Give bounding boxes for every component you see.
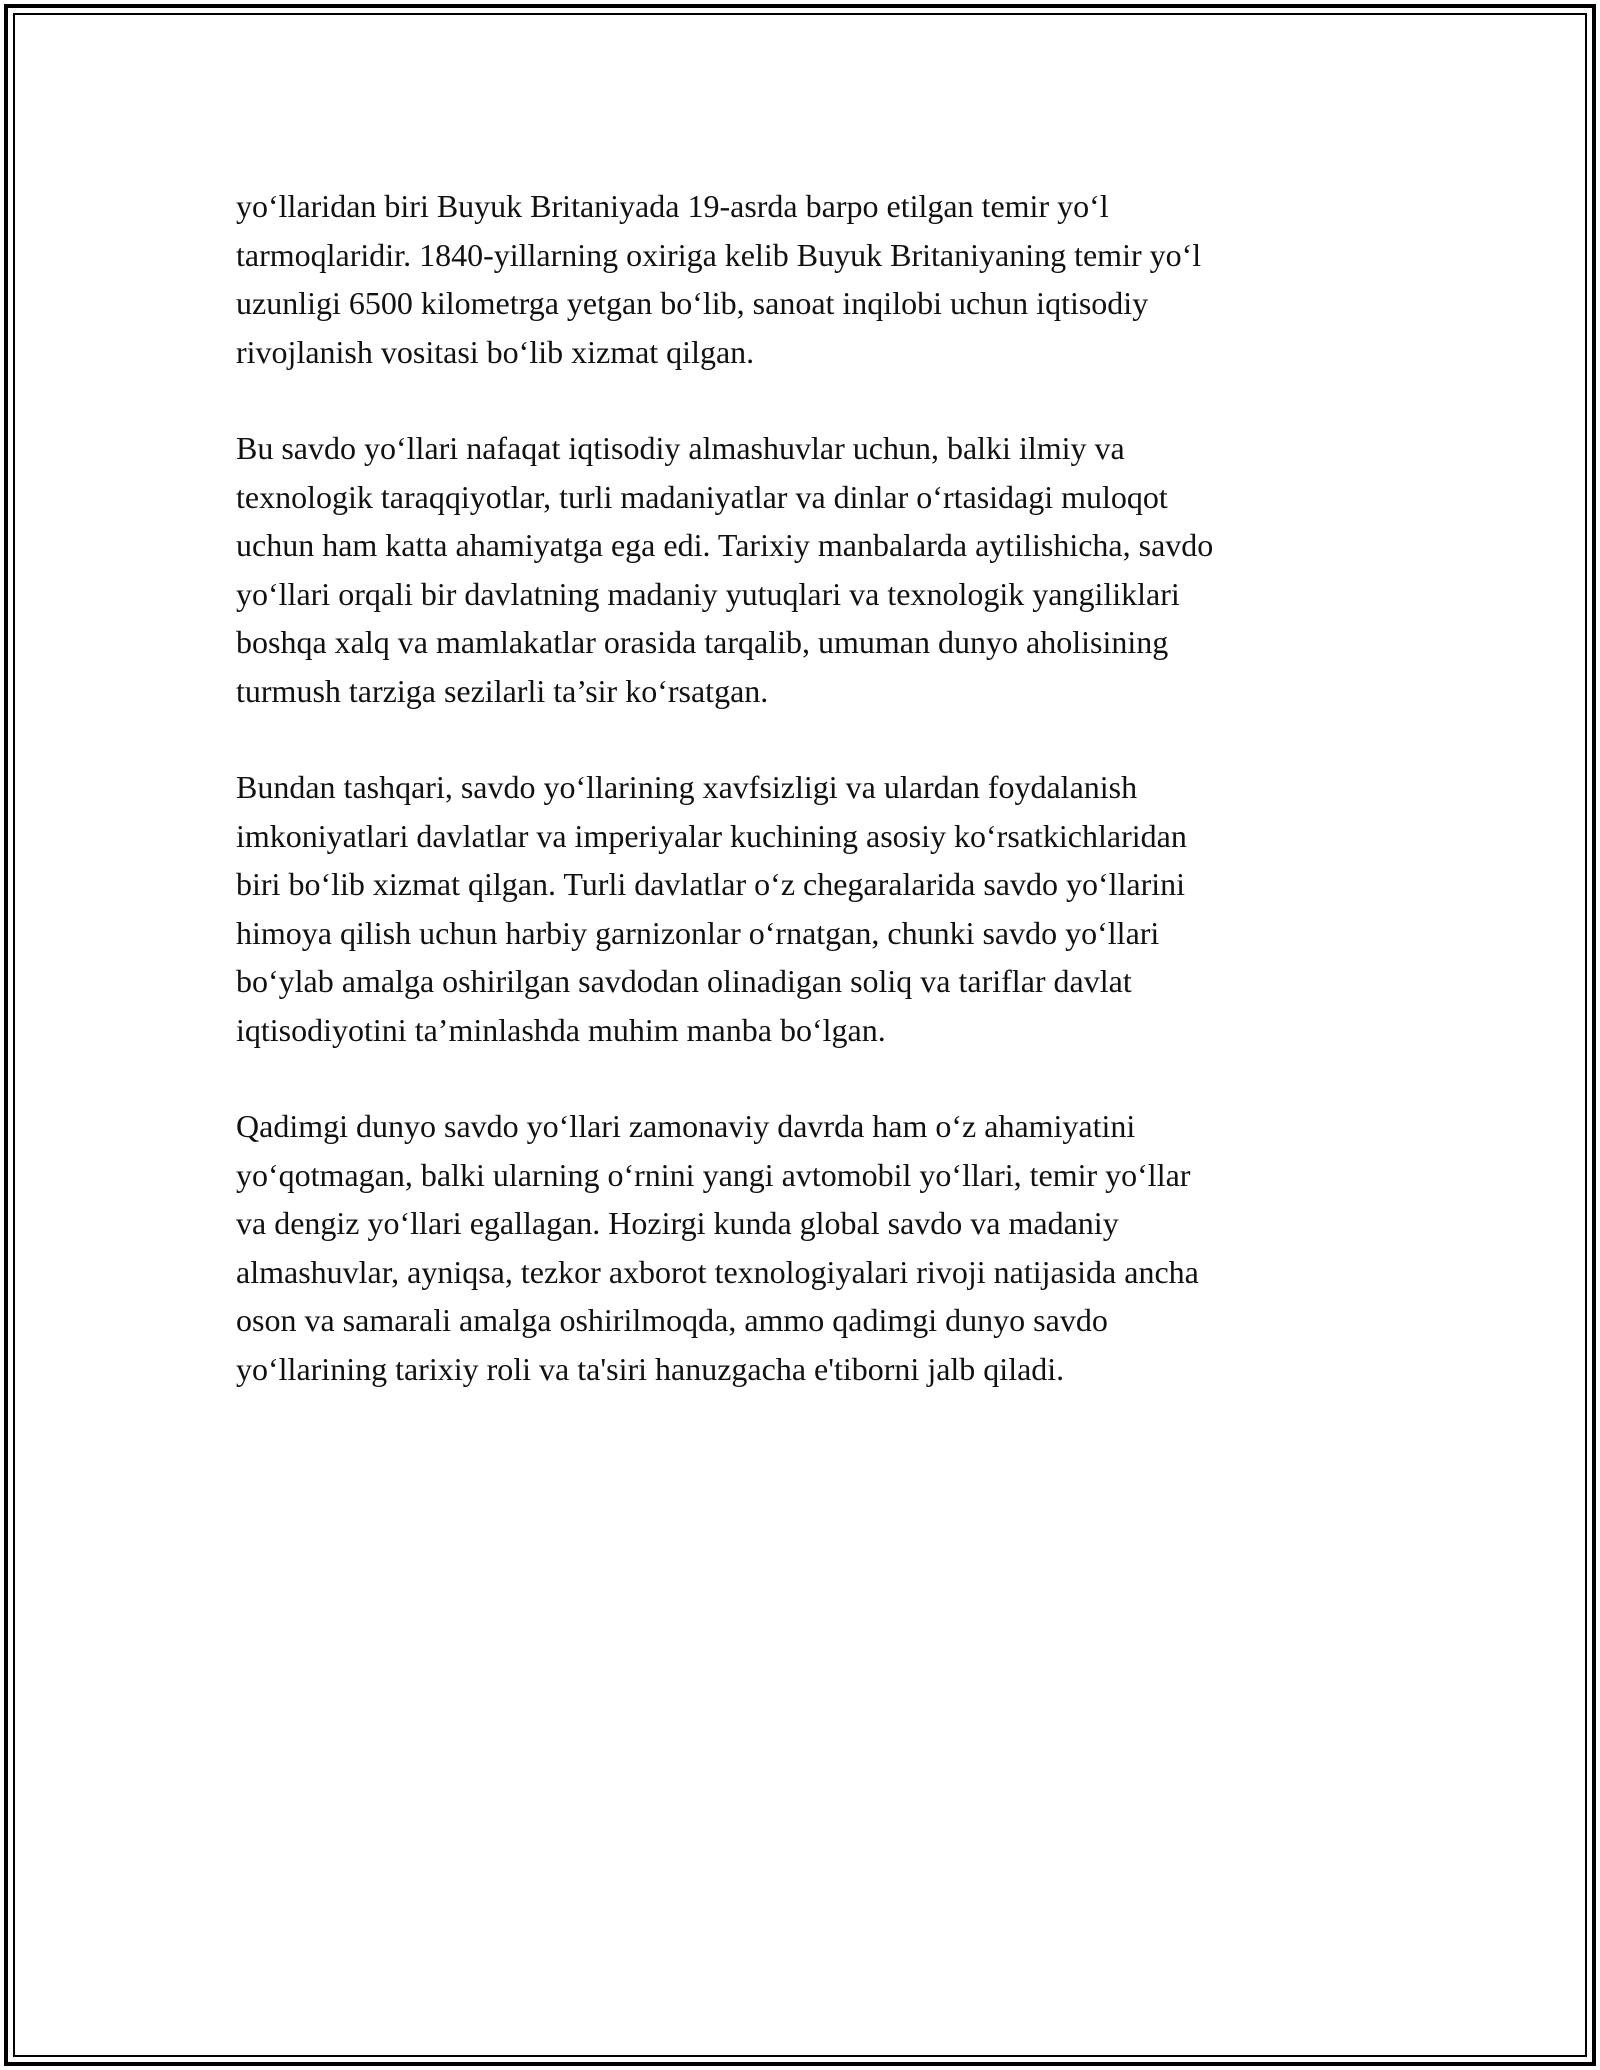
text-line: yo‘llari orqali bir davlatning madaniy yutuqlari va texnologik yangiliklari (236, 575, 1180, 612)
text-line: oson va samarali amalga oshirilmoqda, ammo qadimgi dunyo savdo (236, 1302, 1108, 1338)
paragraph-1 (236, 182, 1386, 376)
text-line: va dengiz yo‘llari egallagan. Hozirgi kunda global savdo va madaniy (236, 1205, 1119, 1241)
text-line: himoya qilish uchun harbiy garnizonlar o‘rnatgan, chunki savdo yo‘llari (236, 914, 1160, 951)
text-line: texnologik taraqqiyotlar, turli madaniyatlar va dinlar o‘rtasidagi muloqot (236, 478, 1168, 515)
document-body (236, 182, 1386, 1441)
text-line: Bundan tashqari, savdo yo‘llarining xavfsizligi va ulardan foydalanish (236, 769, 1138, 805)
text-line: Qadimgi dunyo savdo yo‘llari zamonaviy davrda ham o‘z ahamiyatini (236, 1108, 1136, 1144)
text-line: uzunligi 6500 kilometrga yetgan bo‘lib, sanoat inqilobi uchun iqtisodiy (236, 285, 1149, 321)
text-line: imkoniyatlari davlatlar va imperiyalar kuchining asosiy ko‘rsatkichlaridan (236, 817, 1187, 854)
text-line: yo‘llaridan biri Buyuk Britaniyada 19-asrda barpo etilgan temir yo‘l (236, 188, 1109, 224)
text-line: iqtisodiyotini ta’minlashda muhim manba bo‘lgan. (236, 1011, 886, 1048)
paragraph-2 (236, 424, 1386, 715)
paragraph-4 (236, 1102, 1386, 1393)
text-line: almashuvlar, ayniqsa, tezkor axborot texnologiyalari rivoji natijasida ancha (236, 1253, 1199, 1290)
text-line: yo‘llarining tarixiy roli va ta'siri hanuzgacha e'tiborni jalb qiladi. (236, 1350, 1065, 1387)
text-line: yo‘qotmagan, balki ularning o‘rnini yangi avtomobil yo‘llari, temir yo‘llar (236, 1156, 1191, 1193)
text-line: biri bo‘lib xizmat qilgan. Turli davlatlar o‘z chegaralarida savdo yo‘llarini (236, 866, 1186, 902)
text-line: tarmoqlaridir. 1840-yillarning oxiriga kelib Buyuk Britaniyaning temir yo‘l (236, 236, 1202, 273)
text-line: rivojlanish vositasi bo‘lib xizmat qilgan. (236, 333, 755, 370)
text-line: bo‘ylab amalga oshirilgan savdodan olinadigan soliq va tariflar davlat (236, 963, 1132, 999)
text-line: turmush tarziga sezilarli ta’sir ko‘rsatgan. (236, 672, 769, 709)
text-line: uchun ham katta ahamiyatga ega edi. Tarixiy manbalarda aytilishicha, savdo (236, 527, 1214, 563)
paragraph-3 (236, 763, 1386, 1054)
text-line: Bu savdo yo‘llari nafaqat iqtisodiy almashuvlar uchun, balki ilmiy va (236, 430, 1125, 466)
text-line: boshqa xalq va mamlakatlar orasida tarqalib, umuman dunyo aholisining (236, 624, 1169, 660)
